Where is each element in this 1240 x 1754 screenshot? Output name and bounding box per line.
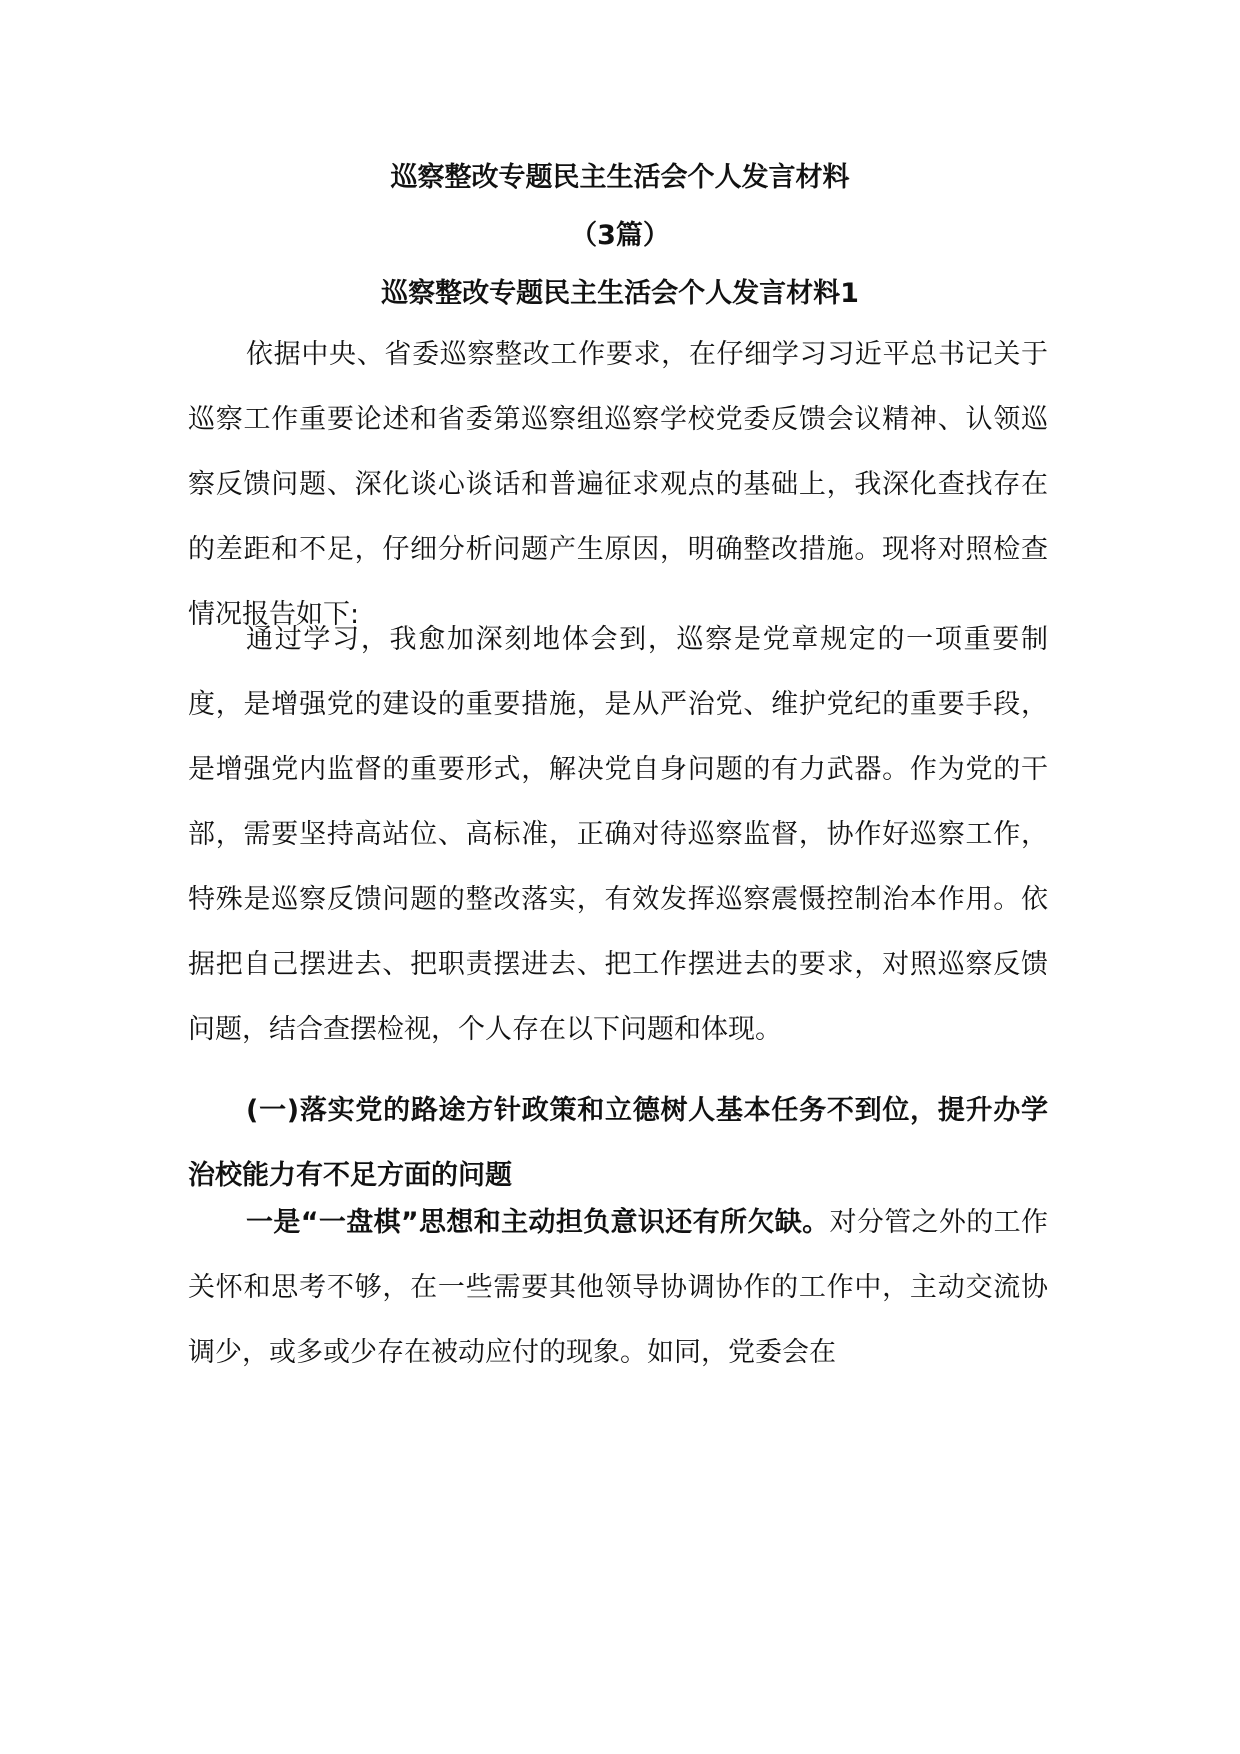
document-title: 巡察整改专题民主生活会个人发言材料 [390, 162, 850, 193]
paragraph-study: 通过学习，我愈加深刻地体会到，巡察是党章规定的一项重要制度，是增强党的建设的重要措施，是从严治党、维护党纪的重要手段，是增强党内监督的重要形式，解决党自身问题的有力武器。作为党的干部，需要坚持高站位、高标准，正确对待巡察监督，协作好巡察工作，特殊是巡察反馈问题的整改落实，有效发挥巡察震慑控制治本作用。依据把自己摆进去、把职责摆进去、把工作摆进去的要求，对照巡察反馈问题，结合查摆检视，个人存在以下问题和体现。 [188, 624, 1048, 1045]
document-subtitle: （3篇） [570, 220, 670, 251]
paragraph-intro: 依据中央、省委巡察整改工作要求，在仔细学习习近平总书记关于巡察工作重要论述和省委第巡察组巡察学校党委反馈会议精神、认领巡察反馈问题、深化谈心谈话和普遍征求观点的基础上，我深化查找存在的差距和不足，仔细分析问题产生原因，明确整改措施。现将对照检查情况报告如下: [188, 339, 1048, 630]
point-text: 对分管之外的工作关怀和思考不够，在一些需要其他领导协调协作的工作中，主动交流协调少，或多或少存在被动应付的现象。如同，党委会在 [188, 1207, 1049, 1368]
point-lead: 一是“一盘棋”思想和主动担负意识还有所欠缺。 [246, 1207, 830, 1238]
point-paragraph [188, 1190, 1048, 1385]
item-heading: (一)落实党的路途方针政策和立德树人基本任务不到位，提升办学治校能力有不足方面的问题 [188, 1095, 1048, 1191]
section-title: 巡察整改专题民主生活会个人发言材料1 [381, 278, 859, 309]
